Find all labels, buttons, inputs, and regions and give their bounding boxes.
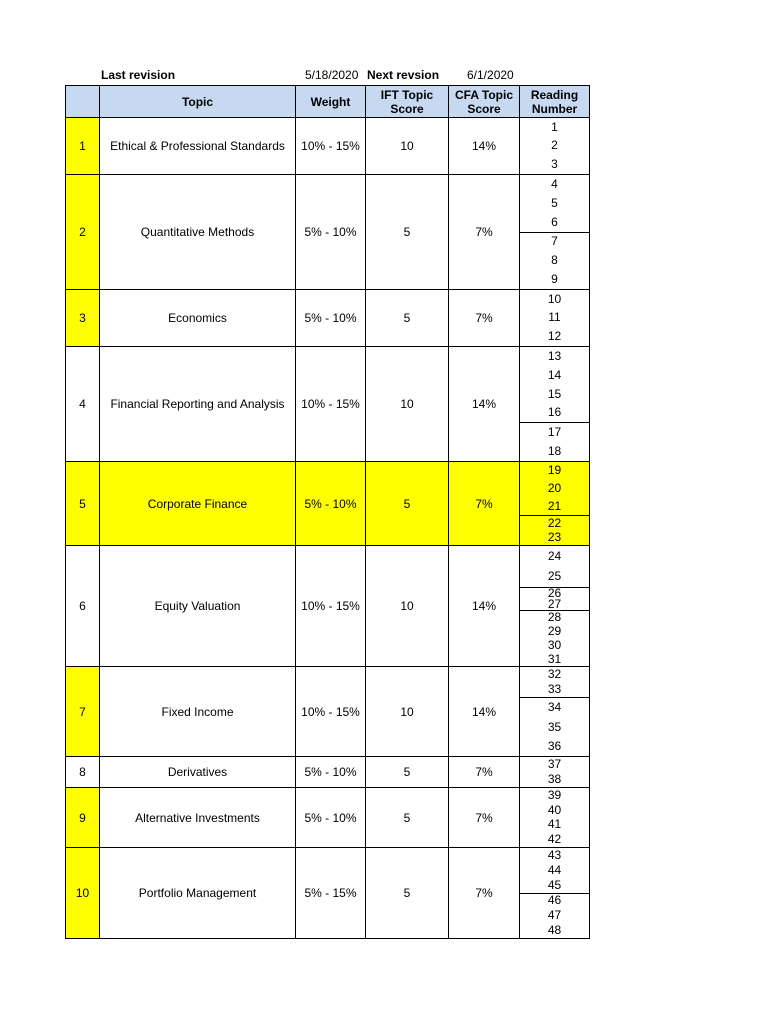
row-cfa-score: 14%: [449, 118, 520, 175]
reading-number: 41: [547, 817, 562, 832]
row-ift-score: 10: [366, 546, 449, 667]
row-topic: Economics: [100, 290, 296, 347]
reading-group: [520, 610, 589, 666]
reading-number: 35: [547, 719, 562, 734]
reading-number: 22: [547, 515, 562, 530]
reading-number: 2: [551, 138, 558, 153]
reading-number: 12: [547, 329, 562, 344]
row-cfa-score: 7%: [449, 290, 520, 347]
row-weight: 10% - 15%: [296, 667, 366, 757]
reading-number: 36: [547, 738, 562, 753]
header-row: [66, 86, 590, 118]
row-weight: 5% - 10%: [296, 175, 366, 290]
header-num: [66, 86, 100, 118]
header-cfa-score: CFA Topic Score: [449, 86, 520, 118]
row-reading-numbers: [520, 848, 590, 939]
reading-number: 8: [551, 253, 558, 268]
row-weight: 5% - 15%: [296, 848, 366, 939]
reading-number: 18: [547, 444, 562, 459]
reading-number: 19: [547, 463, 562, 478]
row-reading-numbers: [520, 757, 590, 788]
row-number: 4: [66, 347, 100, 462]
row-weight: 5% - 10%: [296, 290, 366, 347]
row-cfa-score: 7%: [449, 788, 520, 848]
row-reading-numbers: [520, 347, 590, 462]
reading-number: 1: [551, 119, 558, 134]
reading-number: 44: [547, 862, 562, 877]
reading-group: [520, 118, 589, 174]
header-ift-score: IFT Topic Score: [366, 86, 449, 118]
reading-number: 29: [547, 624, 562, 639]
reading-group: [520, 515, 589, 545]
row-weight: 10% - 15%: [296, 347, 366, 462]
row-topic: Corporate Finance: [100, 462, 296, 546]
table-row: [66, 290, 590, 347]
row-topic: Equity Valuation: [100, 546, 296, 667]
row-number: 8: [66, 757, 100, 788]
row-reading-numbers: [520, 175, 590, 290]
row-topic: Portfolio Management: [100, 848, 296, 939]
reading-group: [520, 893, 589, 939]
row-ift-score: 5: [366, 290, 449, 347]
reading-number: 10: [547, 291, 562, 306]
row-weight: 10% - 15%: [296, 546, 366, 667]
row-ift-score: 10: [366, 118, 449, 175]
row-cfa-score: 7%: [449, 757, 520, 788]
row-weight: 5% - 10%: [296, 788, 366, 848]
row-ift-score: 10: [366, 667, 449, 757]
reading-number: 17: [547, 425, 562, 440]
row-ift-score: 10: [366, 347, 449, 462]
reading-number: 25: [547, 569, 562, 584]
header-weight: Weight: [296, 86, 366, 118]
reading-number: 31: [547, 651, 562, 666]
row-cfa-score: 14%: [449, 667, 520, 757]
reading-number: 24: [547, 548, 562, 563]
reading-group: [520, 697, 589, 756]
reading-number: 42: [547, 832, 562, 847]
row-cfa-score: 7%: [449, 848, 520, 939]
table-row: [66, 347, 590, 462]
reading-group: [520, 290, 589, 346]
reading-group: [520, 422, 589, 461]
reading-number: 43: [547, 847, 562, 862]
row-cfa-score: 14%: [449, 546, 520, 667]
row-ift-score: 5: [366, 175, 449, 290]
last-revision-label: Last revision: [101, 68, 176, 82]
reading-number: 47: [547, 908, 562, 923]
reading-number: 9: [551, 272, 558, 287]
reading-number: 20: [547, 480, 562, 495]
row-reading-numbers: [520, 118, 590, 175]
table-row: [66, 175, 590, 290]
row-reading-numbers: [520, 667, 590, 757]
reading-number: 14: [547, 367, 562, 382]
reading-number: 46: [547, 893, 562, 908]
reading-number: 7: [551, 234, 558, 249]
reading-number: 34: [547, 700, 562, 715]
reading-number: 39: [547, 787, 562, 802]
reading-number: 33: [547, 682, 562, 697]
row-ift-score: 5: [366, 848, 449, 939]
reading-group: [520, 788, 589, 847]
reading-number: 23: [547, 530, 562, 545]
header-topic: Topic: [100, 86, 296, 118]
table-row: [66, 757, 590, 788]
reading-number: 21: [547, 498, 562, 513]
reading-number: 26: [547, 585, 562, 600]
reading-group: [520, 462, 589, 515]
row-number: 2: [66, 175, 100, 290]
row-reading-numbers: [520, 546, 590, 667]
table-row: [66, 462, 590, 546]
reading-number: 28: [547, 610, 562, 625]
row-cfa-score: 7%: [449, 175, 520, 290]
row-ift-score: 5: [366, 788, 449, 848]
row-topic: Alternative Investments: [100, 788, 296, 848]
row-weight: 5% - 10%: [296, 462, 366, 546]
row-topic: Fixed Income: [100, 667, 296, 757]
row-reading-numbers: [520, 462, 590, 546]
reading-number: 13: [547, 348, 562, 363]
row-number: 6: [66, 546, 100, 667]
row-ift-score: 5: [366, 757, 449, 788]
reading-number: 27: [547, 596, 562, 611]
row-reading-numbers: [520, 788, 590, 848]
reading-number: 11: [548, 310, 561, 325]
reading-group: [520, 757, 589, 787]
row-number: 7: [66, 667, 100, 757]
row-cfa-score: 14%: [449, 347, 520, 462]
row-number: 10: [66, 848, 100, 939]
row-topic: Derivatives: [100, 757, 296, 788]
table-row: [66, 848, 590, 939]
reading-number: 45: [547, 877, 562, 892]
reading-number: 4: [551, 176, 558, 191]
reading-group: [520, 232, 589, 290]
row-topic: Quantitative Methods: [100, 175, 296, 290]
next-revision-label: Next revsion: [367, 68, 440, 82]
table-row: [66, 788, 590, 848]
row-ift-score: 5: [366, 462, 449, 546]
reading-number: 48: [547, 923, 562, 938]
next-revision-date: 6/1/2020: [467, 68, 514, 82]
last-revision-date: 5/18/2020: [305, 68, 359, 82]
reading-number: 3: [551, 157, 558, 172]
row-weight: 5% - 10%: [296, 757, 366, 788]
row-number: 3: [66, 290, 100, 347]
row-number: 1: [66, 118, 100, 175]
reading-number: 5: [551, 195, 558, 210]
row-topic: Financial Reporting and Analysis: [100, 347, 296, 462]
reading-group: [520, 587, 589, 610]
reading-group: [520, 667, 589, 697]
reading-number: 40: [547, 802, 562, 817]
table-row: [66, 118, 590, 175]
reading-number: 6: [551, 214, 558, 229]
reading-number: 37: [547, 757, 562, 771]
row-weight: 10% - 15%: [296, 118, 366, 175]
reading-number: 16: [547, 405, 562, 420]
row-number: 5: [66, 462, 100, 546]
topic-table: [65, 85, 590, 939]
header-reading-number: Reading Number: [520, 86, 590, 118]
reading-number: 30: [547, 637, 562, 652]
row-number: 9: [66, 788, 100, 848]
row-reading-numbers: [520, 290, 590, 347]
reading-group: [520, 347, 589, 422]
row-topic: Ethical & Professional Standards: [100, 118, 296, 175]
reading-group: [520, 546, 589, 587]
reading-number: 15: [547, 386, 562, 401]
row-cfa-score: 7%: [449, 462, 520, 546]
table-row: [66, 667, 590, 757]
table-row: [66, 546, 590, 667]
reading-group: [520, 175, 589, 232]
reading-group: [520, 848, 589, 893]
reading-number: 38: [547, 772, 562, 786]
reading-number: 32: [547, 667, 562, 682]
